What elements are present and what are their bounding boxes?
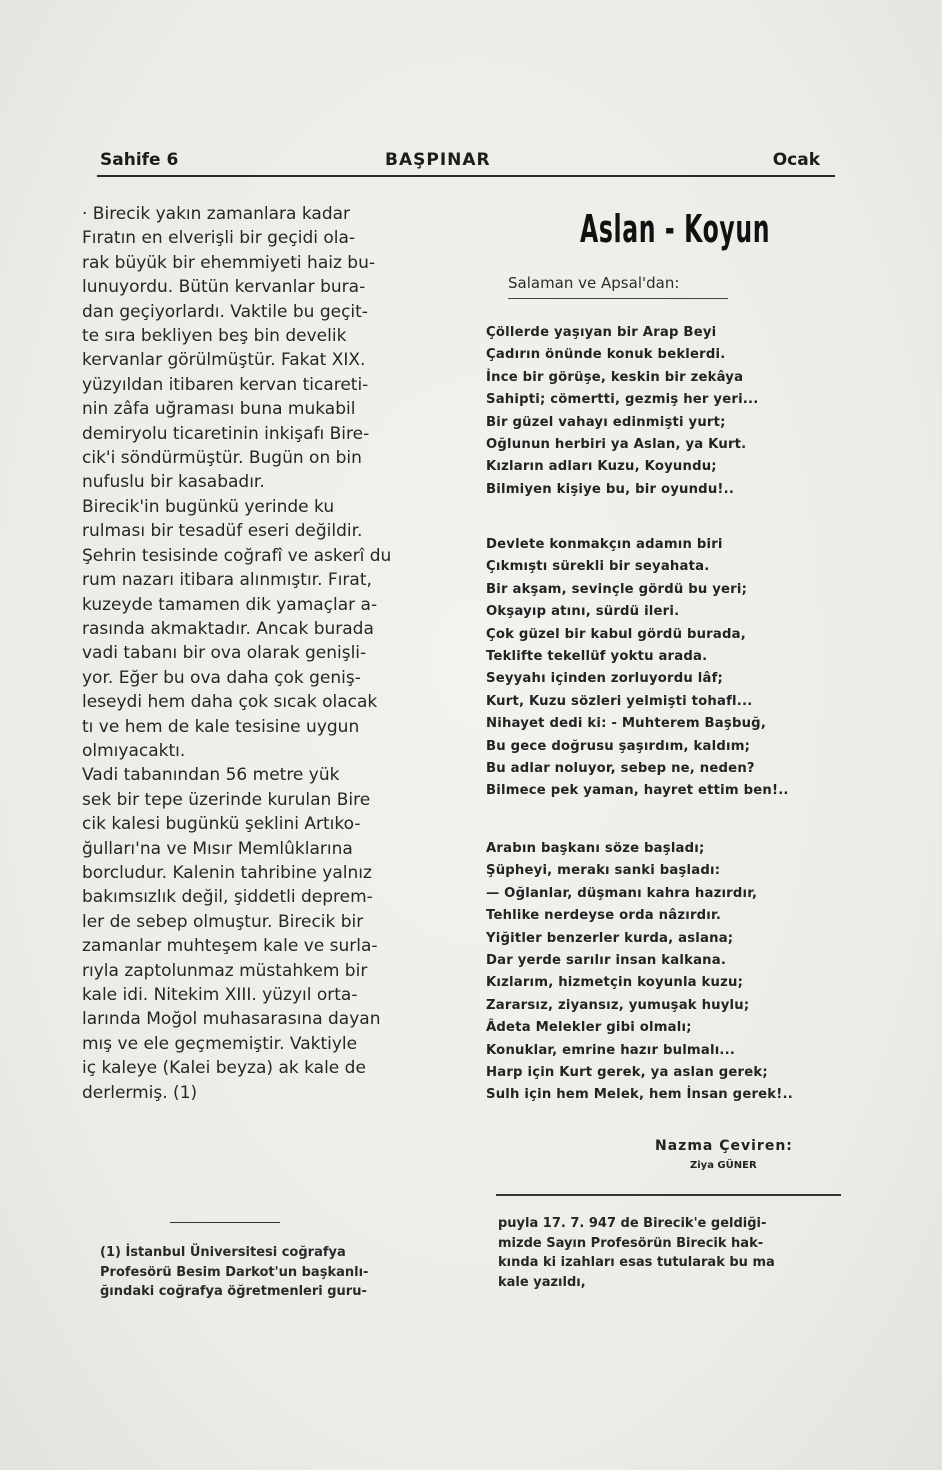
- right-column-divider: [496, 1194, 841, 1196]
- article-line: nufuslu bir kasabadır.: [82, 472, 265, 493]
- article-line: zamanlar muhteşem kale ve surla-: [82, 936, 378, 957]
- poem-line: Çadırın önünde konuk beklerdi.: [486, 347, 726, 363]
- poem-line: Devlete konmakçın adamın biri: [486, 537, 723, 552]
- article-line: lunuyordu. Bütün kervanlar bura-: [82, 277, 366, 298]
- article-line: tı ve hem de kale tesisine uygun: [82, 716, 360, 737]
- poem-stanza-3: [486, 838, 848, 1107]
- continuation-line: kale yazıldı,: [498, 1274, 586, 1290]
- article-line: kale idi. Nitekim XIII. yüzyıl orta-: [82, 985, 358, 1005]
- poem-line: Çok güzel bir kabul gördü burada,: [486, 626, 746, 642]
- article-line: kuzeyde tamamen dik yamaçlar a-: [82, 594, 378, 615]
- footnote-line: ğındaki coğrafya öğretmenleri guru-: [100, 1284, 367, 1299]
- article-line: Şehrin tesisinde coğrafî ve askerî du: [82, 545, 392, 566]
- article-line: borcludur. Kalenin tahribine yalnız: [82, 862, 372, 883]
- article-line: rak büyük bir ehemmiyeti haiz bu-: [82, 252, 376, 273]
- poem-line: Nihayet dedi ki: - Muhterem Başbuğ,: [486, 716, 767, 732]
- article-line: olmıyacaktı.: [82, 740, 186, 761]
- poem-line: Oğlunun herbiri ya Aslan, ya Kurt.: [486, 437, 747, 453]
- article-line: mış ve ele geçmemiştir. Vaktiyle: [82, 1033, 358, 1054]
- article-line: iç kaleye (Kalei beyza) ak kale de: [82, 1058, 366, 1079]
- poem-line: Bilmiyen kişiye bu, bir oyundu!..: [486, 481, 735, 497]
- article-line: Vadi tabanından 56 metre yük: [82, 765, 340, 786]
- poem-stanza-2: [486, 534, 848, 803]
- poem-line: Kurt, Kuzu sözleri yelmişti tohafl...: [486, 693, 753, 709]
- continuation-line: kında ki izahları esas tutularak bu ma: [498, 1255, 775, 1270]
- poem-line: Çöllerde yaşıyan bir Arap Beyi: [486, 325, 717, 340]
- header-divider: [97, 175, 835, 177]
- article-line: derlermiş. (1): [82, 1082, 198, 1103]
- article-column: [82, 202, 454, 1105]
- article-continuation: [498, 1214, 848, 1292]
- poem-line: Kızlarım, hizmetçin koyunla kuzu;: [486, 975, 744, 991]
- translator-name: Ziya GÜNER: [690, 1160, 757, 1171]
- poem-line: Sahipti; cömertti, gezmiş her yeri...: [486, 392, 759, 408]
- poem-line: Sulh için hem Melek, hem İnsan gerek!..: [486, 1087, 793, 1103]
- subtitle-underline: [508, 298, 728, 299]
- poem-line: Kızların adları Kuzu, Koyundu;: [486, 459, 717, 475]
- poem-line: Bir güzel vahayı edinmişti yurt;: [486, 414, 726, 430]
- continuation-line: mizde Sayın Profesörün Birecik hak-: [498, 1235, 764, 1251]
- page-number: Sahife 6: [100, 150, 179, 170]
- poem-line: Seyyahı içinden zorluyordu lâf;: [486, 671, 724, 687]
- footnote-line: Profesörü Besim Darkot'un başkanlı-: [100, 1264, 369, 1280]
- article-line: leseydi hem daha çok sıcak olacak: [82, 692, 378, 713]
- footnote: [100, 1243, 456, 1302]
- article-line: yor. Eğer bu ova daha çok geniş-: [82, 667, 361, 688]
- poem-line: Bu adlar noluyor, sebep ne, neden?: [486, 761, 755, 777]
- article-line: · Birecik yakın zamanlara kadar: [82, 204, 351, 224]
- poem-line: Yiğitler benzerler kurda, aslana;: [486, 930, 734, 946]
- article-line: vadi tabanı bir ova olarak genişli-: [82, 643, 367, 664]
- article-line: dan geçiyorlardı. Vaktile bu geçit-: [82, 301, 368, 322]
- article-line: sek bir tepe üzerinde kurulan Bire: [82, 789, 371, 810]
- article-line: demiryolu ticaretinin inkişafı Bire-: [82, 423, 370, 444]
- poem-line: Harp için Kurt gerek, ya aslan gerek;: [486, 1065, 768, 1081]
- poem-line: Bir akşam, sevinçle gördü bu yeri;: [486, 581, 748, 597]
- poem-line: — Oğlanlar, düşmanı kahra hazırdır,: [486, 885, 758, 901]
- footnote-line: (1) İstanbul Üniversitesi coğrafya: [100, 1245, 346, 1260]
- poem-line: İnce bir görüşe, keskin bir zekâya: [486, 369, 744, 385]
- continuation-line: puyla 17. 7. 947 de Birecik'e geldiği-: [498, 1216, 767, 1231]
- poem-line: Tehlike nerdeyse orda nâzırdır.: [486, 908, 722, 924]
- poem-stanza-1: [486, 322, 848, 501]
- poem-line: Şüpheyi, merakı sanki başladı:: [486, 863, 721, 879]
- poem-line: Bilmece pek yaman, hayret ettim ben!..: [486, 783, 789, 799]
- poem-line: Arabın başkanı söze başladı;: [486, 841, 705, 856]
- translator-credit: Nazma Çeviren:: [655, 1138, 793, 1154]
- article-line: kervanlar görülmüştür. Fakat XIX.: [82, 350, 366, 371]
- article-line: Birecik'in bugünkü yerinde ku: [82, 496, 335, 517]
- poem-title: Aslan - Koyun: [580, 207, 771, 251]
- poem-subtitle: Salaman ve Apsal'dan:: [508, 274, 680, 292]
- article-line: ğulları'na ve Mısır Memlûklarına: [82, 838, 353, 859]
- newspaper-name: BAŞPINAR: [385, 150, 491, 170]
- issue-month: Ocak: [772, 150, 820, 170]
- poem-line: Âdeta Melekler gibi olmalı;: [486, 1020, 692, 1036]
- poem-line: Dar yerde sarılır insan kalkana.: [486, 953, 727, 969]
- article-line: cik kalesi bugünkü şeklini Artıko-: [82, 814, 361, 835]
- poem-line: Zararsız, ziyansız, yumuşak huylu;: [486, 997, 750, 1013]
- article-line: cik'i söndürmüştür. Bugün on bin: [82, 448, 362, 469]
- poem-line: Teklifte tekellüf yoktu arada.: [486, 649, 708, 665]
- article-line: Fıratın en elverişli bir geçidi ola-: [82, 228, 356, 249]
- article-line: te sıra bekliyen beş bin develik: [82, 326, 347, 347]
- article-line: nin zâfa uğraması buna mukabil: [82, 399, 356, 420]
- article-line: yüzyıldan itibaren kervan ticareti-: [82, 374, 369, 395]
- article-line: rasında akmaktadır. Ancak burada: [82, 618, 374, 639]
- poem-line: Konuklar, emrine hazır bulmalı...: [486, 1042, 736, 1058]
- poem-line: Okşayıp atını, sürdü ileri.: [486, 604, 680, 620]
- article-line: rulması bir tesadüf eseri değildir.: [82, 521, 363, 542]
- article-line: rum nazarı itibara alınmıştır. Fırat,: [82, 570, 372, 591]
- footnote-divider: [170, 1222, 280, 1223]
- article-line: ler de sebep olmuştur. Birecik bir: [82, 911, 364, 932]
- poem-line: Çıkmıştı sürekli bir seyahata.: [486, 559, 710, 575]
- article-line: rıyla zaptolunmaz müstahkem bir: [82, 960, 368, 981]
- article-line: larında Moğol muhasarasına dayan: [82, 1009, 381, 1030]
- page-header: [100, 150, 820, 174]
- poem-line: Bu gece doğrusu şaşırdım, kaldım;: [486, 738, 751, 754]
- article-line: bakımsızlık değil, şiddetli deprem-: [82, 887, 373, 908]
